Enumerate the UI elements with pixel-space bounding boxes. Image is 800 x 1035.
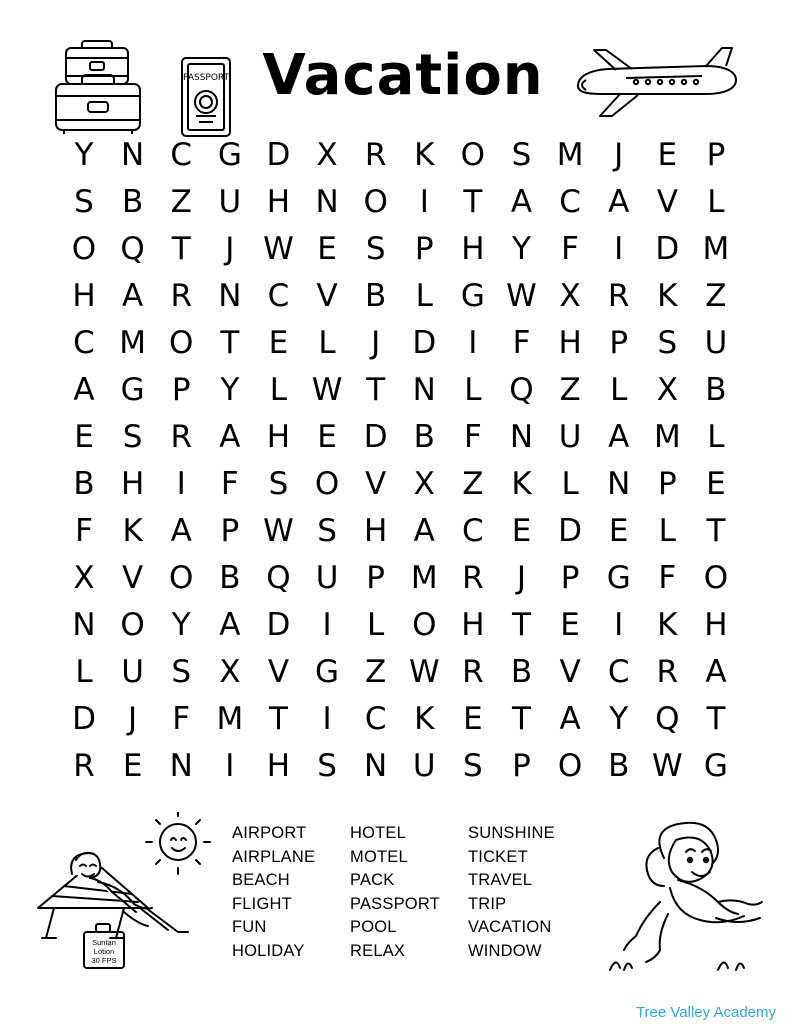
grid-row xyxy=(62,132,738,179)
grid-cell: X xyxy=(413,466,435,502)
grid-cell: A xyxy=(219,607,241,643)
grid-cell: C xyxy=(170,137,193,173)
grid-cell: A xyxy=(705,654,727,690)
grid-cell: C xyxy=(267,278,290,314)
grid-cell: U xyxy=(121,654,144,690)
grid-cell: P xyxy=(657,466,677,502)
grid-cell: R xyxy=(73,748,95,784)
grid-cell: P xyxy=(220,513,240,549)
grid-cell: M xyxy=(119,325,146,361)
grid-cell: X xyxy=(219,654,241,690)
grid-row xyxy=(62,320,738,367)
grid-cell: J xyxy=(614,137,624,173)
grid-row xyxy=(62,508,738,555)
grid-cell: K xyxy=(511,466,532,502)
word-column xyxy=(232,822,350,963)
word-item: PACK xyxy=(350,871,395,889)
grid-cell: D xyxy=(558,513,583,549)
grid-cell: V xyxy=(559,654,581,690)
grid-cell: E xyxy=(657,137,678,173)
grid-cell: P xyxy=(171,372,191,408)
grid-cell: I xyxy=(176,466,186,502)
grid-cell: T xyxy=(512,607,531,643)
grid-cell: R xyxy=(462,654,484,690)
grid-cell: U xyxy=(704,325,728,361)
grid-cell: T xyxy=(220,325,240,361)
grid-cell: F xyxy=(463,419,482,455)
grid-cell: A xyxy=(510,184,533,220)
grid-cell: U xyxy=(558,419,582,455)
word-list xyxy=(232,822,586,963)
grid-cell: B xyxy=(121,184,144,220)
grid-row xyxy=(62,273,738,320)
grid-cell: N xyxy=(412,372,436,408)
grid-cell: D xyxy=(655,231,680,267)
word-item: HOLIDAY xyxy=(232,941,305,960)
grid-cell: L xyxy=(561,466,579,502)
grid-cell: B xyxy=(365,278,387,314)
grid-cell: F xyxy=(561,231,580,267)
grid-cell: D xyxy=(266,607,291,643)
grid-cell: X xyxy=(316,137,338,173)
grid-cell: K xyxy=(414,137,435,173)
grid-cell: G xyxy=(606,560,631,596)
svg-text:30 FPS: 30 FPS xyxy=(91,956,117,965)
grid-row xyxy=(62,179,738,226)
word-item: RELAX xyxy=(350,941,406,960)
grid-cell: R xyxy=(656,654,679,690)
grid-cell: B xyxy=(510,654,533,690)
grid-cell: I xyxy=(614,231,624,267)
grid-cell: W xyxy=(506,278,537,314)
word-column xyxy=(468,822,586,963)
grid-cell: P xyxy=(366,560,385,596)
word-item: AIRPLANE xyxy=(232,847,316,866)
grid-cell: O xyxy=(412,607,437,643)
grid-cell: I xyxy=(419,184,429,220)
grid-cell: T xyxy=(171,231,191,267)
word-item: AIRPORT xyxy=(232,824,307,842)
word-item: VACATION xyxy=(468,918,552,936)
grid-cell: M xyxy=(556,137,584,173)
grid-cell: K xyxy=(414,701,435,737)
grid-cell: N xyxy=(121,137,145,173)
grid-cell: O xyxy=(460,137,486,173)
grid-cell: H xyxy=(266,748,291,784)
grid-cell: H xyxy=(704,607,728,643)
grid-cell: Z xyxy=(365,654,387,690)
grid-cell: H xyxy=(120,466,145,502)
grid-cell: U xyxy=(315,560,339,596)
grid-cell: E xyxy=(74,419,94,455)
grid-cell: X xyxy=(73,560,95,596)
grid-cell: I xyxy=(468,325,478,361)
grid-cell: I xyxy=(322,607,332,643)
grid-cell: L xyxy=(707,184,725,220)
grid-cell: P xyxy=(512,748,531,784)
grid-row xyxy=(62,461,738,508)
page-title: Vacation xyxy=(262,43,544,108)
passport-icon xyxy=(176,54,238,140)
word-item: MOTEL xyxy=(350,847,408,866)
grid-cell: G xyxy=(703,748,728,784)
word-item: HOTEL xyxy=(350,824,407,842)
running-girl-icon xyxy=(598,818,778,978)
grid-cell: A xyxy=(73,372,95,408)
grid-cell: Q xyxy=(509,372,534,408)
grid-cell: Y xyxy=(74,137,94,173)
word-item: WINDOW xyxy=(468,941,542,960)
grid-cell: L xyxy=(415,278,433,314)
svg-text:PASSPORT: PASSPORT xyxy=(182,73,230,83)
grid-cell: R xyxy=(607,278,630,314)
svg-text:Suntan: Suntan xyxy=(92,938,116,947)
grid-cell: F xyxy=(75,513,93,549)
luggage-icon xyxy=(48,40,158,135)
grid-cell: K xyxy=(122,513,143,549)
grid-cell: M xyxy=(653,419,681,455)
grid-cell: Z xyxy=(705,278,727,314)
grid-cell: I xyxy=(225,748,235,784)
grid-cell: H xyxy=(558,325,582,361)
grid-row xyxy=(62,649,738,696)
grid-cell: O xyxy=(314,466,340,502)
grid-cell: S xyxy=(317,748,337,784)
grid-cell: A xyxy=(559,701,581,737)
grid-cell: D xyxy=(412,325,437,361)
word-item: FUN xyxy=(232,918,267,936)
grid-cell: F xyxy=(172,701,191,737)
grid-cell: O xyxy=(557,748,583,784)
word-search-grid xyxy=(62,132,738,790)
word-item: PASSPORT xyxy=(350,894,440,913)
grid-cell: H xyxy=(364,513,388,549)
grid-cell: S xyxy=(171,654,192,690)
grid-cell: O xyxy=(169,325,194,361)
grid-cell: T xyxy=(706,513,726,549)
grid-cell: N xyxy=(364,748,388,784)
grid-cell: J xyxy=(516,560,527,596)
airplane-icon xyxy=(556,42,746,132)
grid-cell: W xyxy=(263,231,294,267)
word-item: FLIGHT xyxy=(232,894,292,913)
word-column xyxy=(350,822,468,963)
grid-cell: G xyxy=(460,278,485,314)
grid-cell: O xyxy=(703,560,729,596)
grid-cell: A xyxy=(608,419,630,455)
grid-cell: S xyxy=(657,325,678,361)
grid-cell: E xyxy=(706,466,726,502)
word-item: BEACH xyxy=(232,871,290,889)
grid-cell: R xyxy=(170,419,192,455)
grid-cell: N xyxy=(169,748,193,784)
grid-cell: C xyxy=(364,701,387,737)
grid-cell: C xyxy=(73,325,95,361)
grid-cell: Y xyxy=(171,607,191,643)
grid-cell: V xyxy=(656,184,678,220)
grid-cell: G xyxy=(120,372,145,408)
grid-cell: L xyxy=(269,372,288,408)
page-header xyxy=(0,18,800,128)
grid-cell: D xyxy=(72,701,96,737)
grid-cell: Q xyxy=(655,701,680,737)
grid-cell: L xyxy=(610,372,628,408)
grid-cell: E xyxy=(268,325,289,361)
grid-cell: A xyxy=(413,513,435,549)
grid-cell: U xyxy=(218,184,242,220)
grid-cell: A xyxy=(122,278,144,314)
grid-cell: Z xyxy=(170,184,192,220)
grid-cell: F xyxy=(658,560,677,596)
grid-cell: I xyxy=(322,701,332,737)
grid-cell: S xyxy=(511,137,532,173)
grid-row xyxy=(62,367,738,414)
grid-cell: P xyxy=(414,231,434,267)
grid-cell: W xyxy=(408,654,440,690)
grid-cell: U xyxy=(412,748,436,784)
grid-cell: D xyxy=(266,137,291,173)
grid-cell: S xyxy=(317,513,337,549)
grid-cell: A xyxy=(219,419,241,455)
grid-cell: R xyxy=(170,278,192,314)
grid-cell: Y xyxy=(512,231,531,267)
grid-cell: T xyxy=(268,701,288,737)
word-item: SUNSHINE xyxy=(468,824,555,842)
grid-cell: B xyxy=(73,466,95,502)
grid-cell: P xyxy=(560,560,580,596)
grid-cell: N xyxy=(218,278,242,314)
grid-cell: L xyxy=(464,372,482,408)
grid-cell: M xyxy=(216,701,244,737)
grid-cell: M xyxy=(702,231,730,267)
grid-cell: F xyxy=(220,466,239,502)
grid-cell: A xyxy=(608,184,630,220)
word-item: TICKET xyxy=(468,847,528,866)
svg-text:Lotion: Lotion xyxy=(93,947,115,956)
grid-cell: O xyxy=(169,560,194,596)
grid-cell: B xyxy=(413,419,435,455)
grid-cell: K xyxy=(657,278,678,314)
grid-cell: N xyxy=(509,419,534,455)
grid-cell: W xyxy=(651,748,683,784)
grid-cell: R xyxy=(462,560,484,596)
grid-cell: O xyxy=(71,231,97,267)
grid-cell: P xyxy=(609,325,629,361)
grid-row xyxy=(62,743,738,790)
grid-cell: S xyxy=(365,231,386,267)
grid-cell: K xyxy=(657,607,678,643)
grid-cell: E xyxy=(317,419,337,455)
grid-cell: O xyxy=(363,184,388,220)
word-item: POOL xyxy=(350,918,397,936)
sunbathing-boy-icon xyxy=(28,812,218,972)
grid-cell: W xyxy=(311,372,343,408)
word-item: TRAVEL xyxy=(468,871,533,889)
grid-cell: F xyxy=(512,325,531,361)
grid-cell: X xyxy=(559,278,581,314)
grid-cell: E xyxy=(122,748,143,784)
grid-row xyxy=(62,226,738,273)
grid-cell: V xyxy=(316,278,338,314)
grid-cell: Q xyxy=(120,231,145,267)
site-credit: Tree Valley Academy xyxy=(635,1004,776,1021)
grid-cell: A xyxy=(170,513,192,549)
grid-row xyxy=(62,696,738,743)
grid-cell: J xyxy=(225,231,235,267)
grid-cell: V xyxy=(365,466,387,502)
grid-cell: X xyxy=(656,372,678,408)
grid-cell: O xyxy=(120,607,145,643)
grid-cell: H xyxy=(461,231,485,267)
grid-row xyxy=(62,555,738,602)
grid-cell: N xyxy=(607,466,631,502)
grid-cell: P xyxy=(706,137,726,173)
grid-cell: T xyxy=(463,184,483,220)
grid-row xyxy=(62,414,738,461)
grid-cell: G xyxy=(217,137,242,173)
grid-cell: S xyxy=(268,466,289,502)
grid-cell: L xyxy=(707,419,725,455)
grid-cell: V xyxy=(122,560,144,596)
grid-cell: L xyxy=(75,654,93,690)
grid-cell: S xyxy=(463,748,483,784)
grid-cell: T xyxy=(512,701,531,737)
grid-cell: B xyxy=(608,748,630,784)
grid-cell: D xyxy=(363,419,388,455)
grid-cell: J xyxy=(371,325,381,361)
grid-cell: W xyxy=(263,513,294,549)
grid-cell: L xyxy=(318,325,336,361)
grid-cell: E xyxy=(511,513,532,549)
grid-cell: Z xyxy=(462,466,484,502)
grid-cell: C xyxy=(559,184,581,220)
grid-cell: I xyxy=(614,607,624,643)
grid-cell: Y xyxy=(609,701,629,737)
grid-cell: C xyxy=(607,654,630,690)
word-item: TRIP xyxy=(468,894,507,913)
grid-cell: B xyxy=(705,372,727,408)
grid-cell: Q xyxy=(266,560,291,596)
grid-cell: R xyxy=(364,137,387,173)
grid-cell: T xyxy=(706,701,726,737)
grid-cell: G xyxy=(315,654,340,690)
grid-cell: J xyxy=(128,701,138,737)
grid-cell: E xyxy=(463,701,483,737)
grid-cell: V xyxy=(267,654,290,690)
grid-cell: T xyxy=(366,372,386,408)
grid-cell: E xyxy=(560,607,580,643)
grid-cell: E xyxy=(317,231,337,267)
grid-cell: H xyxy=(461,607,485,643)
grid-cell: M xyxy=(410,560,438,596)
grid-cell: N xyxy=(315,184,339,220)
grid-cell: S xyxy=(74,184,94,220)
grid-cell: N xyxy=(72,607,96,643)
grid-cell: H xyxy=(72,278,96,314)
grid-cell: C xyxy=(462,513,484,549)
grid-cell: E xyxy=(608,513,629,549)
grid-cell: H xyxy=(266,184,291,220)
grid-cell: Z xyxy=(559,372,581,408)
grid-row xyxy=(62,602,738,649)
grid-cell: B xyxy=(219,560,241,596)
grid-cell: H xyxy=(266,419,291,455)
grid-cell: L xyxy=(367,607,385,643)
grid-cell: S xyxy=(122,419,143,455)
grid-cell: Y xyxy=(220,372,240,408)
grid-cell: L xyxy=(658,513,676,549)
